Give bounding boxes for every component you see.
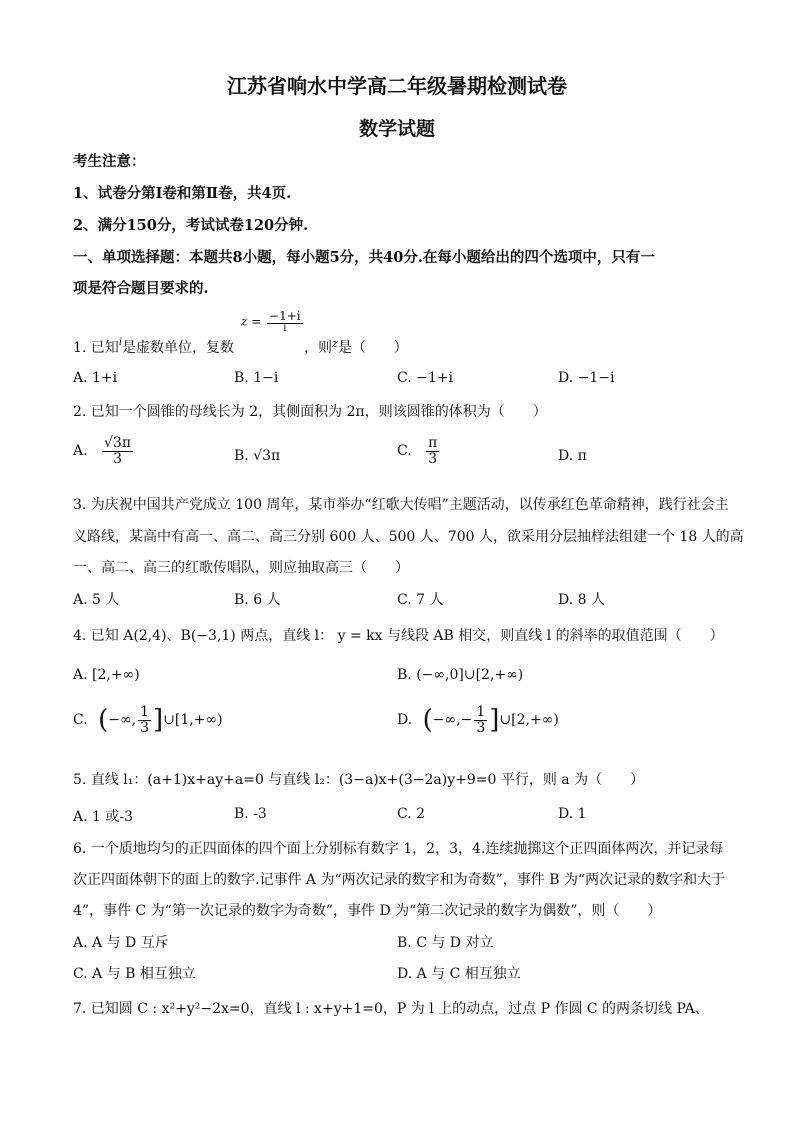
q2-option-c[interactable] [397,436,441,466]
q6-option-d[interactable]: D. A 与 C 相互独立 [397,966,521,982]
q4-option-c-den: 3 [140,719,150,736]
q6-option-c[interactable]: C. A 与 B 相互独立 [73,966,196,982]
q1-frac-lhs: z = [241,314,262,329]
q2-option-a-den: 3 [113,450,122,467]
q6-stem-line2: 次正四面体朝下的面上的数字.记事件 A 为“两次记录的数字和为奇数”，事件 B 为“两次记录的数字和大于 [73,872,726,888]
q1-fraction [241,310,305,334]
notes-heading: 考生注意： [73,153,146,170]
section1-instruction-line1: 一、单项选择题：本题共8小题，每小题5分，共40分.在每小题给出的四个选项中，只有一 [73,249,655,266]
q1-i: i [118,337,123,348]
q2-option-a[interactable] [73,436,135,466]
q3-stem-line2: 义路线，某高中有高一、高二、高三分别 600 人、500 人、700 人，欲采用分层抽样法组建一个 18 人的高 [73,529,744,545]
q2-option-a-frac [102,436,133,466]
q4-option-c-num: 1 [140,704,150,720]
q4-option-d-label: D. [397,712,413,729]
q5-option-a[interactable]: A. 1 或-3 [73,809,134,825]
q3-option-a[interactable]: A. 5 人 [73,592,120,608]
q4-option-c-post: ∪[1,+∞) [163,712,223,729]
notes-item-1: 1、试卷分第Ⅰ卷和第Ⅱ卷，共4页. [73,185,292,202]
q5-option-d[interactable]: D. 1 [558,806,587,822]
q2-option-c-den: 3 [428,450,438,467]
q3-option-c[interactable]: C. 7 人 [397,592,444,608]
q1-text-a: 1. 已知 [73,340,119,356]
q5-option-b[interactable]: B. -3 [234,806,267,822]
q2-option-c-label: C. [397,443,412,460]
q6-option-b[interactable]: B. C 与 D 对立 [397,935,494,951]
exam-title: 江苏省响水中学高二年级暑期检测试卷 [227,74,567,98]
q5-option-c[interactable]: C. 2 [397,806,426,822]
q4-option-d-post: ∪[2,+∞) [499,712,559,729]
exam-subtitle: 数学试题 [358,118,435,140]
q2-option-a-label: A. [73,443,88,460]
q1-frac [267,310,303,334]
q2-option-a-num: √3π [104,435,132,451]
q2-option-c-num: π [428,435,438,451]
q1-text-d: 是（ ） [337,340,408,356]
q4-option-d-pre: −∞,− [432,712,473,729]
q4-option-d-lparen: ( [422,705,433,736]
q1-option-b[interactable]: B. 1−i [234,370,279,386]
notes-item-2: 2、满分150分，考试试卷120分钟. [73,217,309,234]
q4-option-c[interactable] [73,705,223,735]
q1-option-a[interactable]: A. 1+i [73,370,118,386]
q4-option-c-label: C. [73,712,88,729]
q5-stem: 5. 直线 l₁：(a+1)x+ay+a=0 与直线 l₂：(3−a)x+(3−2a)y+9=0 平行，则 a 为（ ） [73,772,645,788]
q7-stem: 7. 已知圆 C : x²+y²−2x=0，直线 l : x+y+1=0，P 为 l 上的动点，过点 P 作圆 C 的两条切线 PA、 [73,1001,709,1017]
q4-option-c-pre: −∞, [108,712,137,729]
q2-option-c-frac [426,436,439,466]
q4-option-d-den: 3 [476,719,486,736]
q6-option-a[interactable]: A. A 与 D 互斥 [73,935,169,951]
q1-text-c: ，则 [304,340,333,356]
q4-stem: 4. 已知 A(2,4)、B(−3,1) 两点，直线 l： y = kx 与线段 AB 相交，则直线 l 的斜率的取值范围（ ） [73,628,724,644]
q1-text-b: 是虚数单位，复数 [122,340,235,356]
q1-frac-den: i [283,322,287,334]
q4-option-d-frac [474,705,487,735]
q1-stem [73,337,408,357]
q4-option-c-frac [138,705,151,735]
q4-option-a[interactable]: A. [2,+∞) [73,667,140,683]
q4-option-c-lparen: ( [98,705,109,736]
q2-option-d[interactable]: D. π [558,448,587,464]
q1-option-c[interactable]: C. −1+i [397,370,453,386]
q4-option-d-num: 1 [476,704,486,720]
q4-option-c-rbracket: ] [153,705,164,736]
q2-stem: 2. 已知一个圆锥的母线长为 2，其侧面积为 2π，则该圆锥的体积为（ ） [73,404,547,420]
q4-option-b[interactable]: B. (−∞,0]∪[2,+∞) [397,667,524,683]
q3-option-b[interactable]: B. 6 人 [234,592,281,608]
section1-instruction-line2: 项是符合题目要求的. [73,280,209,297]
q2-option-b[interactable]: B. √3π [234,448,281,464]
q3-stem-line3: 一、高二、高三的红歌传唱队，则应抽取高三（ ） [73,560,409,576]
q4-option-d-rbracket: ] [489,705,500,736]
q6-stem-line1: 6. 一个质地均匀的正四面体的四个面上分别标有数字 1，2，3，4.连续抛掷这个正四面体两次，并记录每 [73,841,724,857]
q1-frac-num: −1+i [269,309,301,323]
q4-option-d[interactable] [397,705,559,735]
q6-stem-line3: 4”，事件 C 为“第一次记录的数字为奇数”，事件 D 为“第二次记录的数字为偶数”，则（ ） [73,903,662,919]
q3-option-d[interactable]: D. 8 人 [558,592,605,608]
q1-z: z [332,337,338,350]
q1-option-d[interactable]: D. −1−i [558,370,615,386]
q3-stem-line1: 3. 为庆祝中国共产党成立 100 周年，某市举办“红歌大传唱”主题活动，以传承红色革命精神，践行社会主 [73,497,729,513]
